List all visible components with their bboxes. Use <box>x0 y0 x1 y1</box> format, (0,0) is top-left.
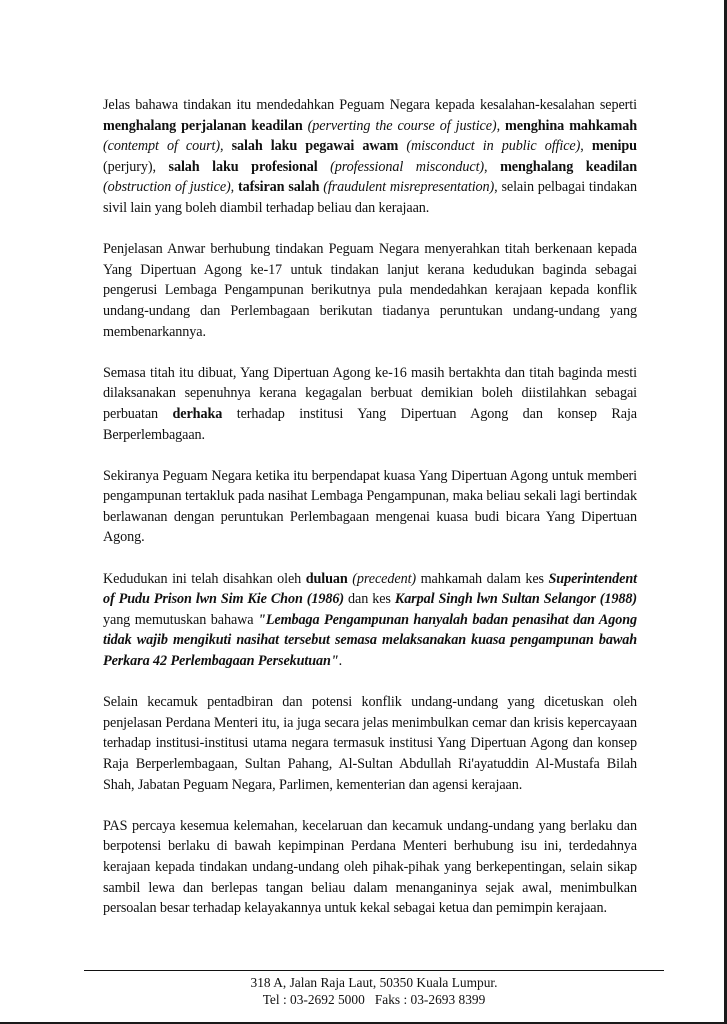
text: terhadap institusi Yang Dipertuan Agong dan konsep Raja Berperlembagaan. <box>103 405 637 443</box>
bold-term: menghina mahkamah <box>505 117 637 134</box>
text: yang memutuskan bahawa <box>103 611 259 628</box>
footer-contact: Tel : 03-2692 5000 Faks : 03-2693 8399 <box>262 992 486 1007</box>
text: , <box>220 138 232 155</box>
italic-term: (precedent) <box>347 570 417 587</box>
text: Jelas bahawa tindakan itu mendedahkan Peguam Negara kepada kesalahan-kesalahan seperti <box>103 97 637 113</box>
paragraph-7: PAS percaya kesemua kelemahan, kecelaruan dan kecamuk undang-undang yang berlaku dan berpotensi berlaku di bawah kepimpinan Perdana Menteri berhubung isu ini, terdedahnya kerajaan kepada tindakan undang-undang oleh pihak-pihak yang berkepentingan, selain sikap sambil lewa dan berlepas tangan beliau dalam menanganinya sejak awal, menimbulkan persoalan besar terhadap kelayakannya untuk kekal sebagai ketua dan pemimpin kerajaan. <box>103 817 637 917</box>
text: . <box>338 653 343 670</box>
paragraph-1 <box>103 95 637 219</box>
text: (perjury), <box>103 158 169 175</box>
bold-term: menipu <box>591 138 637 155</box>
bold-term: salah laku pegawai awam <box>231 138 399 155</box>
paragraph-2: Penjelasan Anwar berhubung tindakan Peguam Negara menyerahkan titah berkenaan kepada Yang Dipertuan Agong ke-17 untuk tindakan lanjut kerana kedudukan baginda sebagai pengerusi Lembaga Pengampunan berikutnya pula mendedahkan kerajaan kepada konflik undang-undang dan Perlembagaan berikutan tiadanya peruntukan undang-undang yang membenarkannya. <box>103 241 637 340</box>
italic-term: (fraudulent misrepresentation) <box>319 179 495 196</box>
quoted-ruling: "Lembaga Pengampunan hanyalah badan penasihat dan Agong tidak wajib mengikuti nasihat tersebut semasa melaksanakan kuasa pengampunan bawah Perkara 42 Perlembagaan Persekutuan" <box>103 611 638 670</box>
text: , selain pelbagai tindakan sivil lain yang boleh diambil terhadap beliau dan kerajaan. <box>103 179 637 216</box>
bold-term: duluan <box>305 570 348 587</box>
bold-term: menghalang perjalanan keadilan <box>103 117 303 134</box>
footer-divider <box>84 970 664 971</box>
italic-term: (professional misconduct) <box>317 158 485 175</box>
italic-term: (obstruction of justice) <box>103 179 231 196</box>
paragraph-5 <box>103 569 637 672</box>
paragraph-6: Selain kecamuk pentadbiran dan potensi konflik undang-undang yang dicetuskan oleh penjelasan Perdana Menteri itu, ia juga secara jelas menimbulkan cemar dan krisis kepercayaan terhadap institusi-institusi utama negara termasuk institusi Yang Dipertuan Agong dan konsep Raja Berperlembagaan, Sultan Pahang, Al-Sultan Abdullah Ri'ayatuddin Al-Mustafa Bilah Shah, Jabatan Peguam Negara, Parlimen, kementerian dan agensi kerajaan. <box>103 694 637 793</box>
paragraph-3 <box>103 363 637 445</box>
bold-term: menghalang keadilan <box>500 158 637 175</box>
document-body <box>103 95 637 939</box>
text: , <box>230 179 238 196</box>
paragraph-4: Sekiranya Peguam Negara ketika itu berpendapat kuasa Yang Dipertuan Agong untuk memberi pengampunan tertakluk pada nasihat Lembaga Pengampunan, maka beliau sekali lagi bertindak berlawanan dengan peruntukan Perlembagaan mengenai kuasa budi bicara Yang Dipertuan Agong. <box>103 467 637 546</box>
italic-term: (contempt of court) <box>103 138 220 155</box>
text: , <box>484 158 501 175</box>
text: , <box>496 117 506 134</box>
italic-term: (misconduct in public office) <box>398 138 581 155</box>
text: Kedudukan ini telah disahkan oleh <box>103 570 306 587</box>
text: mahkamah dalam kes <box>416 570 549 587</box>
text: dan kes <box>344 591 395 608</box>
italic-term: (perverting the course of justice) <box>302 117 497 134</box>
text: Semasa titah itu dibuat, Yang Dipertuan Agong ke-16 masih bertakhta dan titah baginda mesti dilaksanakan sepenuhnya kerana kegagalan berbuat demikian boleh diistilahkan sebagai perbuatan <box>103 364 637 422</box>
footer <box>84 974 664 1008</box>
case-citation: Karpal Singh lwn Sultan Selangor (1988) <box>394 591 637 608</box>
case-citation: Superintendent of Pudu Prison lwn Sim Kie Chon (1986) <box>103 570 637 608</box>
bold-term: salah laku profesional <box>168 158 318 175</box>
bold-term: derhaka <box>172 405 223 422</box>
text: , <box>580 138 592 155</box>
bold-term: tafsiran salah <box>237 179 320 196</box>
footer-address: 318 A, Jalan Raja Laut, 50350 Kuala Lumpur. <box>250 975 498 990</box>
